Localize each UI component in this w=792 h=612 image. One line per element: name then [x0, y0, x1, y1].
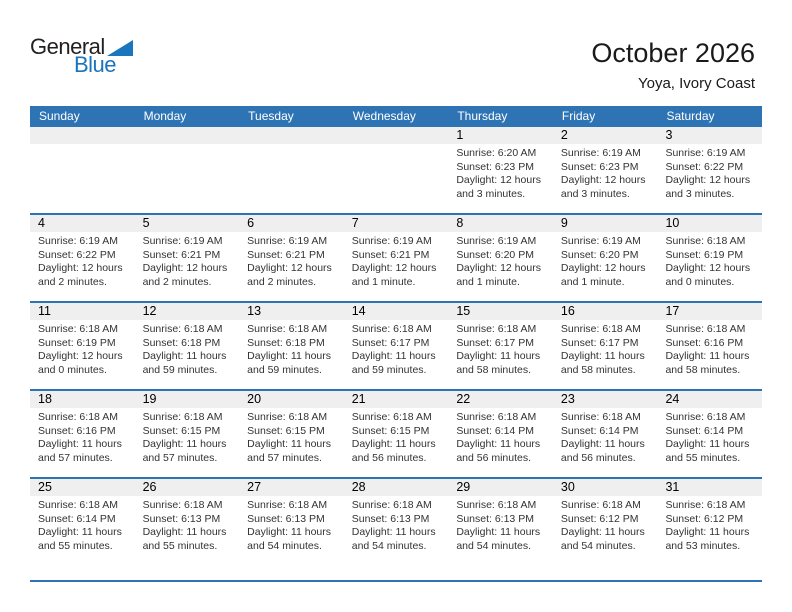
day-number-cell: 25 [38, 480, 52, 494]
day-cell [448, 408, 553, 465]
day-cell [344, 232, 449, 289]
weekday-header-5: Friday [561, 109, 596, 123]
sunset-text: Sunset: 6:16 PM [665, 336, 744, 349]
day-cell [30, 496, 135, 553]
daylight-text: Daylight: 11 hours and 56 minutes. [560, 438, 645, 464]
daylight-text: Daylight: 11 hours and 58 minutes. [560, 350, 645, 376]
day-number-cell: 29 [456, 480, 471, 494]
sunrise-text: Sunrise: 6:18 AM [38, 411, 118, 423]
day-number-band [30, 127, 762, 144]
week-row-4 [30, 477, 762, 580]
weekday-header-2: Tuesday [248, 109, 294, 123]
day-number-cell: 26 [142, 480, 157, 494]
day-number-cell: 20 [247, 392, 262, 406]
sunrise-text: Sunrise: 6:18 AM [456, 499, 537, 511]
daylight-text: Daylight: 11 hours and 55 minutes. [665, 438, 750, 464]
sunrise-text: Sunrise: 6:18 AM [247, 323, 328, 335]
day-cell [239, 320, 344, 377]
day-number-cell: 28 [351, 480, 366, 494]
calendar-grid [30, 106, 762, 582]
sunset-text: Sunset: 6:20 PM [456, 248, 534, 261]
daylight-text: Daylight: 11 hours and 58 minutes. [665, 350, 750, 376]
daylight-text: Daylight: 11 hours and 57 minutes. [38, 438, 122, 464]
sunset-text: Sunset: 6:13 PM [247, 512, 325, 525]
weekday-header-row [30, 106, 762, 125]
sunset-text: Sunset: 6:18 PM [247, 336, 325, 349]
day-cell [344, 408, 449, 465]
sunset-text: Sunset: 6:16 PM [38, 424, 116, 437]
day-number-cell: 23 [560, 392, 575, 406]
sunset-text: Sunset: 6:19 PM [38, 336, 116, 349]
sunrise-text: Sunrise: 6:19 AM [38, 235, 118, 247]
sunset-text: Sunset: 6:19 PM [665, 248, 744, 261]
week-row-1 [30, 213, 762, 301]
day-number-cell: 3 [665, 128, 673, 142]
day-number-cell: 9 [560, 216, 568, 230]
day-number-band [30, 303, 762, 320]
day-cell [448, 496, 553, 553]
day-cell [30, 144, 135, 201]
daylight-text: Daylight: 11 hours and 56 minutes. [456, 438, 541, 464]
sunrise-text: Sunrise: 6:18 AM [456, 323, 537, 335]
day-cell [553, 408, 658, 465]
daylight-text: Daylight: 12 hours and 2 minutes. [142, 262, 228, 288]
day-number-cell: 21 [351, 392, 366, 406]
weekday-header-4: Thursday [457, 109, 508, 123]
day-cell [239, 144, 344, 201]
sunset-text: Sunset: 6:23 PM [560, 160, 639, 173]
day-cell [448, 320, 553, 377]
day-number-cell: 18 [38, 392, 52, 406]
day-number-band [30, 479, 762, 496]
day-detail-row [30, 144, 762, 201]
day-cell [448, 232, 553, 289]
daylight-text: Daylight: 12 hours and 2 minutes. [247, 262, 332, 288]
day-cell [553, 320, 658, 377]
sunrise-text: Sunrise: 6:19 AM [456, 235, 537, 247]
day-cell [657, 232, 762, 289]
sunrise-text: Sunrise: 6:18 AM [142, 323, 223, 335]
weekday-header-0: Sunday [39, 109, 80, 123]
day-number-cell: 24 [665, 392, 680, 406]
sunset-text: Sunset: 6:21 PM [351, 248, 430, 261]
day-cell [30, 320, 135, 377]
day-cell [135, 144, 240, 201]
daylight-text: Daylight: 11 hours and 54 minutes. [351, 526, 436, 552]
day-number-cell [135, 127, 240, 144]
day-number-cell: 7 [351, 216, 359, 230]
day-number-cell: 6 [247, 216, 255, 230]
daylight-text: Daylight: 12 hours and 3 minutes. [456, 174, 541, 200]
daylight-text: Daylight: 11 hours and 57 minutes. [142, 438, 227, 464]
daylight-text: Daylight: 12 hours and 1 minute. [351, 262, 437, 288]
daylight-text: Daylight: 11 hours and 59 minutes. [142, 350, 227, 376]
sunrise-text: Sunrise: 6:18 AM [665, 323, 746, 335]
day-number-cell: 31 [665, 480, 680, 494]
sunrise-text: Sunrise: 6:20 AM [456, 147, 537, 159]
general-blue-logo [30, 36, 150, 75]
daylight-text: Daylight: 11 hours and 54 minutes. [560, 526, 645, 552]
sunset-text: Sunset: 6:12 PM [560, 512, 639, 525]
day-number-cell: 19 [142, 392, 157, 406]
day-detail-row [30, 408, 762, 465]
sunrise-text: Sunrise: 6:18 AM [142, 411, 223, 423]
daylight-text: Daylight: 11 hours and 55 minutes. [38, 526, 122, 552]
daylight-text: Daylight: 11 hours and 59 minutes. [351, 350, 436, 376]
day-cell [135, 320, 240, 377]
day-cell [135, 232, 240, 289]
day-cell [135, 408, 240, 465]
daylight-text: Daylight: 12 hours and 3 minutes. [560, 174, 646, 200]
daylight-text: Daylight: 12 hours and 3 minutes. [665, 174, 751, 200]
day-cell [448, 144, 553, 201]
day-cell [344, 320, 449, 377]
day-number-cell [239, 127, 344, 144]
daylight-text: Daylight: 11 hours and 53 minutes. [665, 526, 750, 552]
sunset-text: Sunset: 6:14 PM [665, 424, 744, 437]
sunrise-text: Sunrise: 6:18 AM [665, 411, 746, 423]
weekday-header-1: Monday [143, 109, 187, 123]
day-cell [239, 496, 344, 553]
sunrise-text: Sunrise: 6:18 AM [351, 323, 432, 335]
sunset-text: Sunset: 6:18 PM [142, 336, 221, 349]
day-number-cell: 1 [456, 128, 464, 142]
sunset-text: Sunset: 6:15 PM [142, 424, 221, 437]
day-number-cell: 11 [38, 304, 51, 318]
day-number-cell: 10 [665, 216, 680, 230]
day-number-cell: 5 [142, 216, 150, 230]
daylight-text: Daylight: 11 hours and 54 minutes. [456, 526, 541, 552]
weekday-header-3: Wednesday [352, 109, 416, 123]
sunset-text: Sunset: 6:15 PM [351, 424, 430, 437]
sunrise-text: Sunrise: 6:18 AM [560, 499, 641, 511]
sunrise-text: Sunrise: 6:18 AM [560, 323, 641, 335]
sunset-text: Sunset: 6:20 PM [560, 248, 639, 261]
daylight-text: Daylight: 12 hours and 1 minute. [456, 262, 541, 288]
sunrise-text: Sunrise: 6:18 AM [351, 499, 432, 511]
sunset-text: Sunset: 6:13 PM [351, 512, 430, 525]
sunrise-text: Sunrise: 6:19 AM [665, 147, 746, 159]
title-block [591, 38, 755, 92]
day-detail-row [30, 320, 762, 377]
day-cell [239, 232, 344, 289]
sunset-text: Sunset: 6:23 PM [456, 160, 534, 173]
day-detail-row [30, 496, 762, 553]
day-number-cell: 17 [665, 304, 680, 318]
daylight-text: Daylight: 11 hours and 54 minutes. [247, 526, 332, 552]
sunrise-text: Sunrise: 6:18 AM [665, 499, 746, 511]
sunset-text: Sunset: 6:13 PM [456, 512, 534, 525]
sunrise-text: Sunrise: 6:18 AM [38, 499, 118, 511]
sunrise-text: Sunrise: 6:18 AM [247, 499, 328, 511]
daylight-text: Daylight: 12 hours and 1 minute. [560, 262, 646, 288]
day-number-cell: 13 [247, 304, 262, 318]
day-number-cell: 27 [247, 480, 262, 494]
day-cell [657, 144, 762, 201]
sunrise-text: Sunrise: 6:19 AM [351, 235, 432, 247]
day-number-cell [30, 127, 135, 144]
daylight-text: Daylight: 11 hours and 56 minutes. [351, 438, 436, 464]
sunrise-text: Sunrise: 6:19 AM [560, 235, 641, 247]
sunset-text: Sunset: 6:21 PM [247, 248, 325, 261]
sunrise-text: Sunrise: 6:18 AM [142, 499, 223, 511]
day-number-cell: 16 [560, 304, 575, 318]
sunrise-text: Sunrise: 6:18 AM [560, 411, 641, 423]
day-cell [657, 320, 762, 377]
sunset-text: Sunset: 6:17 PM [456, 336, 534, 349]
week-row-3 [30, 389, 762, 477]
day-number-band [30, 215, 762, 232]
sunset-text: Sunset: 6:15 PM [247, 424, 325, 437]
sunrise-text: Sunrise: 6:18 AM [247, 411, 328, 423]
page-title: October 2026 [591, 38, 755, 68]
day-number-cell: 15 [456, 304, 471, 318]
day-detail-row [30, 232, 762, 289]
daylight-text: Daylight: 12 hours and 0 minutes. [665, 262, 751, 288]
day-cell [30, 232, 135, 289]
day-number-cell [344, 127, 449, 144]
day-cell [344, 496, 449, 553]
day-number-cell: 2 [560, 128, 568, 142]
daylight-text: Daylight: 11 hours and 58 minutes. [456, 350, 541, 376]
sunset-text: Sunset: 6:17 PM [560, 336, 639, 349]
sunset-text: Sunset: 6:14 PM [456, 424, 534, 437]
daylight-text: Daylight: 11 hours and 59 minutes. [247, 350, 332, 376]
day-cell [553, 496, 658, 553]
day-cell [657, 496, 762, 553]
day-cell [657, 408, 762, 465]
day-cell [553, 232, 658, 289]
sunset-text: Sunset: 6:13 PM [142, 512, 221, 525]
sunset-text: Sunset: 6:21 PM [142, 248, 221, 261]
day-number-cell: 30 [560, 480, 575, 494]
day-number-cell: 14 [351, 304, 366, 318]
sunrise-text: Sunrise: 6:19 AM [560, 147, 641, 159]
sunrise-text: Sunrise: 6:18 AM [665, 235, 746, 247]
day-number-band [30, 391, 762, 408]
weekday-header-6: Saturday [666, 109, 715, 123]
sunrise-text: Sunrise: 6:19 AM [247, 235, 328, 247]
day-cell [344, 144, 449, 201]
sunrise-text: Sunrise: 6:18 AM [456, 411, 537, 423]
daylight-text: Daylight: 12 hours and 0 minutes. [38, 350, 123, 376]
daylight-text: Daylight: 11 hours and 55 minutes. [142, 526, 227, 552]
day-cell [239, 408, 344, 465]
logo-blue-text: Blue [74, 52, 117, 77]
day-cell [553, 144, 658, 201]
sunrise-text: Sunrise: 6:19 AM [142, 235, 223, 247]
daylight-text: Daylight: 11 hours and 57 minutes. [247, 438, 332, 464]
page-subtitle: Yoya, Ivory Coast [637, 75, 755, 92]
sunset-text: Sunset: 6:14 PM [38, 512, 116, 525]
day-cell [30, 408, 135, 465]
day-number-cell: 22 [456, 392, 471, 406]
sunset-text: Sunset: 6:22 PM [665, 160, 744, 173]
day-number-cell: 4 [38, 216, 45, 230]
day-number-cell: 8 [456, 216, 464, 230]
sunset-text: Sunset: 6:17 PM [351, 336, 430, 349]
week-row-2 [30, 301, 762, 389]
sunrise-text: Sunrise: 6:18 AM [38, 323, 118, 335]
day-number-cell: 12 [142, 304, 157, 318]
sunrise-text: Sunrise: 6:18 AM [351, 411, 432, 423]
week-row-0 [30, 125, 762, 213]
sunset-text: Sunset: 6:22 PM [38, 248, 116, 261]
sunset-text: Sunset: 6:12 PM [665, 512, 744, 525]
sunset-text: Sunset: 6:14 PM [560, 424, 639, 437]
logo-general-text: General [30, 34, 105, 59]
daylight-text: Daylight: 12 hours and 2 minutes. [38, 262, 123, 288]
day-cell [135, 496, 240, 553]
